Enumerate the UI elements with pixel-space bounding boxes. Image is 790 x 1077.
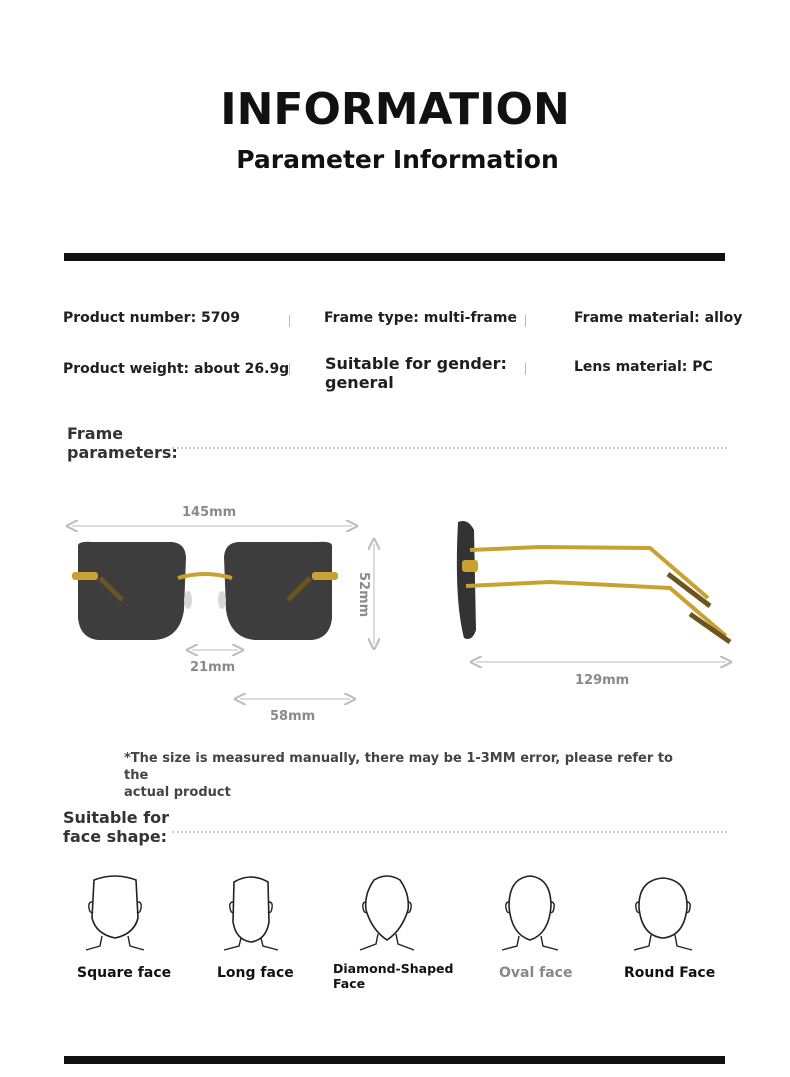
square-face-icon [80,872,150,952]
right-lens [224,542,332,640]
left-lens [78,542,186,640]
spec-frame-material: Frame material: alloy [574,310,743,326]
frame-parameters-label-line1: Frame [67,424,124,443]
left-hinge [72,572,98,580]
right-nose-pad [218,591,226,609]
bottom-divider [64,1056,725,1064]
round-face-icon [628,872,698,952]
face-shape-label-line1: Suitable for [63,808,170,827]
right-hinge [312,572,338,580]
spec-gender [325,354,507,392]
spec-product-number: Product number: 5709 [63,310,241,326]
spec-separator [525,315,526,327]
face-label-diamond-line1: Diamond-Shaped [333,961,454,976]
dim-lens-height: 52mm [356,572,371,618]
face-label-square: Square face [77,965,172,981]
frame-parameters-label [67,424,178,462]
side-lens [457,521,476,639]
top-divider [64,253,725,261]
measurement-note-line2: actual product [124,785,231,800]
spec-separator [525,363,526,375]
dim-lens-width: 58mm [270,709,316,724]
frame-section-dotted-rule [172,447,727,449]
face-label-long: Long face [217,965,294,981]
spec-frame-type: Frame type: multi-frame [324,310,517,326]
page-subtitle: Parameter Information [236,145,559,174]
lower-temple-tip [690,614,730,642]
frame-parameters-label-line2: parameters: [67,443,178,462]
oval-face-icon [495,872,565,952]
left-nose-pad [184,591,192,609]
face-section-dotted-rule [172,831,727,833]
spec-gender-line1: Suitable for gender: [325,354,507,373]
spec-lens-material: Lens material: PC [574,359,713,375]
face-label-oval: Oval face [499,965,573,981]
side-view-diagram [440,510,740,680]
dim-bridge: 21mm [190,660,236,675]
long-face-icon [216,872,286,952]
face-shape-label [63,808,169,846]
side-hinge [462,560,478,572]
spec-separator [289,315,290,327]
face-label-round: Round Face [624,965,716,981]
face-shape-label-line2: face shape: [63,827,168,846]
diamond-face-icon [352,870,422,952]
measurement-note-line1: *The size is measured manually, there may be 1-3MM error, please refer to the [124,751,673,783]
face-label-diamond-line2: Face [333,976,366,991]
page-title: INFORMATION [220,84,570,135]
spec-gender-line2: general [325,373,394,392]
face-label-diamond [333,961,453,991]
spec-separator [289,363,290,375]
dim-temple-length: 129mm [575,673,630,688]
measurement-note [124,750,684,801]
spec-product-weight: Product weight: about 26.9g [63,361,290,377]
bridge [178,574,232,578]
dim-total-width: 145mm [182,505,237,520]
